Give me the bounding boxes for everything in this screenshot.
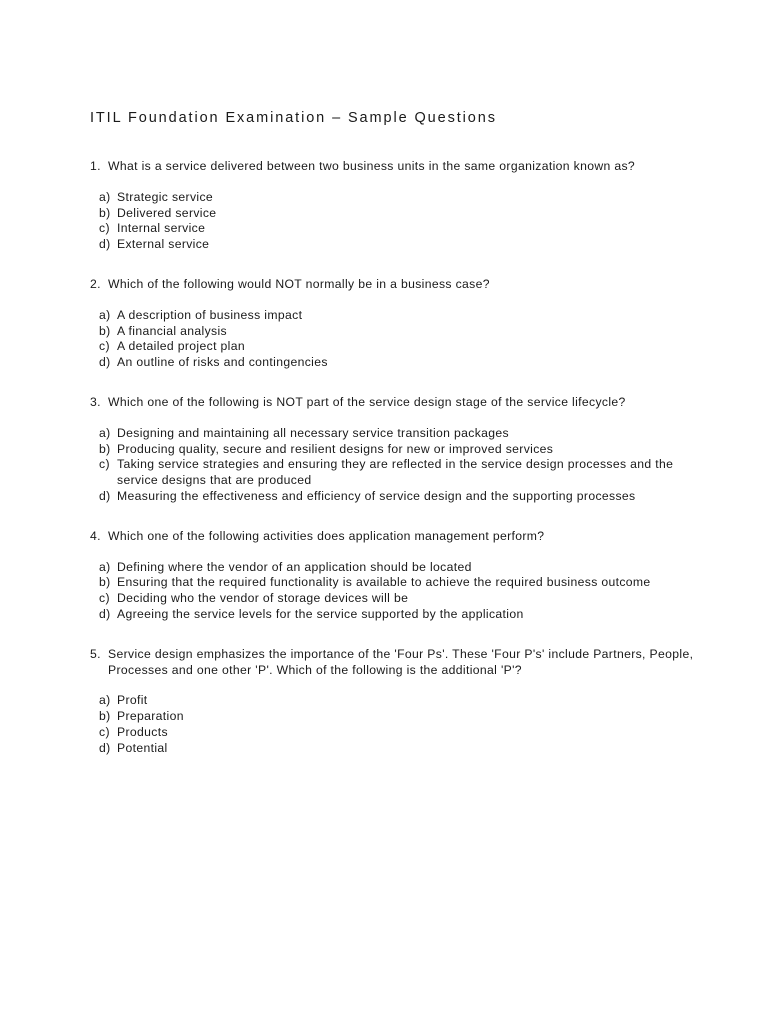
option-d xyxy=(99,741,710,757)
option-letter: a) xyxy=(99,189,111,204)
option-letter: d) xyxy=(99,488,111,503)
option-letter: c) xyxy=(99,221,110,236)
question-stem xyxy=(90,529,710,545)
option-text: Potential xyxy=(117,740,168,755)
option-a xyxy=(99,308,710,324)
option-text: Ensuring that the required functionality is available to achieve the required business outcome xyxy=(117,575,651,590)
option-letter: b) xyxy=(99,441,111,456)
option-b xyxy=(99,206,710,222)
option-text: Preparation xyxy=(117,709,184,724)
option-text: A financial analysis xyxy=(117,323,227,338)
option-text: An outline of risks and contingencies xyxy=(117,355,328,370)
option-letter: b) xyxy=(99,205,111,220)
document-page xyxy=(90,108,710,781)
option-letter: b) xyxy=(99,575,111,590)
option-letter: a) xyxy=(99,559,111,574)
question-stem xyxy=(90,647,710,679)
option-letter: b) xyxy=(99,323,111,338)
option-letter: d) xyxy=(99,355,111,370)
question-number: 2. xyxy=(90,276,101,291)
option-text: Defining where the vendor of an application should be located xyxy=(117,559,472,574)
option-d xyxy=(99,237,710,253)
option-letter: c) xyxy=(99,724,110,739)
question-text: Which one of the following activities does application management perform? xyxy=(108,528,545,543)
question-stem xyxy=(90,277,710,293)
option-text: Profit xyxy=(117,693,148,708)
question-5 xyxy=(90,647,710,757)
option-a xyxy=(99,426,710,442)
option-text: Agreeing the service levels for the service supported by the application xyxy=(117,606,524,621)
option-text: Products xyxy=(117,724,168,739)
option-text: Internal service xyxy=(117,221,206,236)
option-list xyxy=(90,560,710,623)
option-text: Designing and maintaining all necessary service transition packages xyxy=(117,425,509,440)
option-text: Strategic service xyxy=(117,189,214,204)
document-title: ITIL Foundation Examination – Sample Questions xyxy=(90,110,497,126)
option-letter: c) xyxy=(99,339,110,354)
option-b xyxy=(99,575,710,591)
option-c xyxy=(99,457,710,489)
question-stem xyxy=(90,395,710,411)
option-letter: a) xyxy=(99,307,111,322)
option-c xyxy=(99,221,710,237)
option-text: Deciding who the vendor of storage devices will be xyxy=(117,591,409,606)
option-b xyxy=(99,709,710,725)
option-a xyxy=(99,190,710,206)
option-letter: a) xyxy=(99,425,111,440)
option-c xyxy=(99,591,710,607)
option-letter: d) xyxy=(99,740,111,755)
question-text: Service design emphasizes the importance of the 'Four Ps'. These 'Four P's' include Partners, People, Processes and one other 'P'. Which of the following is the additional 'P'? xyxy=(108,646,694,677)
option-text: A description of business impact xyxy=(117,307,303,322)
option-a xyxy=(99,560,710,576)
option-text: External service xyxy=(117,237,210,252)
option-letter: a) xyxy=(99,693,111,708)
question-3 xyxy=(90,395,710,505)
option-d xyxy=(99,489,710,505)
question-text: Which of the following would NOT normally be in a business case? xyxy=(108,276,490,291)
option-text: Producing quality, secure and resilient designs for new or improved services xyxy=(117,441,554,456)
option-d xyxy=(99,607,710,623)
option-text: A detailed project plan xyxy=(117,339,245,354)
question-text: What is a service delivered between two business units in the same organization known as? xyxy=(108,159,636,173)
option-c xyxy=(99,339,710,355)
option-b xyxy=(99,324,710,340)
option-a xyxy=(99,693,710,709)
question-stem xyxy=(90,159,710,175)
option-list xyxy=(90,693,710,756)
question-text: Which one of the following is NOT part of the service design stage of the service lifecycle? xyxy=(108,394,626,409)
question-number: 3. xyxy=(90,394,101,409)
option-letter: d) xyxy=(99,237,111,252)
question-number: 4. xyxy=(90,528,101,543)
option-list xyxy=(90,190,710,253)
option-letter: c) xyxy=(99,591,110,606)
question-4 xyxy=(90,529,710,623)
option-list xyxy=(90,308,710,371)
option-d xyxy=(99,355,710,371)
option-c xyxy=(99,725,710,741)
option-text: Measuring the effectiveness and efficiency of service design and the supporting processes xyxy=(117,488,636,503)
question-number: 1. xyxy=(90,159,101,173)
option-letter: d) xyxy=(99,606,111,621)
option-list xyxy=(90,426,710,505)
option-letter: c) xyxy=(99,457,110,472)
option-letter: b) xyxy=(99,709,111,724)
question-2 xyxy=(90,277,710,371)
option-text: Taking service strategies and ensuring they are reflected in the service design processes and the service designs that are produced xyxy=(117,457,674,488)
option-b xyxy=(99,442,710,458)
option-text: Delivered service xyxy=(117,205,217,220)
question-number: 5. xyxy=(90,646,101,661)
question-1 xyxy=(90,159,710,253)
